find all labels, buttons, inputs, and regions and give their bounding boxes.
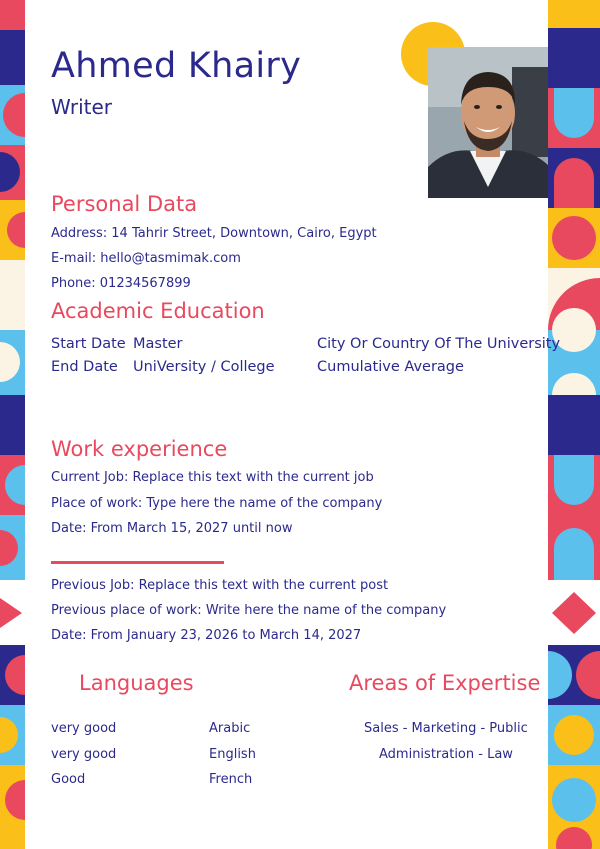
language-name: English [209, 747, 256, 762]
current-place: Place of work: Type here the name of the company [51, 496, 383, 511]
address-text: Address: 14 Tahrir Street, Downtown, Cairo, Egypt [51, 226, 377, 241]
university-location: City Or Country Of The University [317, 336, 561, 352]
previous-date: Date: From January 23, 2026 to March 14, 2027 [51, 628, 362, 643]
degree-value: Master [133, 336, 183, 352]
expertise-heading: Areas of Expertise [349, 671, 541, 695]
institution-value: UniVersity / College [133, 359, 275, 375]
candidate-role: Writer [51, 95, 113, 119]
education-heading: Academic Education [51, 299, 265, 323]
expertise-line: Sales - Marketing - Public [364, 721, 528, 736]
right-pattern [548, 0, 600, 849]
language-level: Good [51, 772, 86, 787]
cumulative-average: Cumulative Average [317, 359, 464, 375]
expertise-line: Administration - Law [379, 747, 513, 762]
person-illustration [428, 47, 548, 198]
right-decor-strip [548, 0, 600, 849]
profile-photo [428, 47, 548, 198]
start-date-label: Start Date [51, 336, 126, 352]
candidate-name: Ahmed Khairy [51, 46, 302, 86]
language-name: French [209, 772, 253, 787]
language-level: very good [51, 721, 117, 736]
previous-place: Previous place of work: Write here the name of the company [51, 603, 447, 618]
current-job: Current Job: Replace this text with the current job [51, 470, 374, 485]
language-level: very good [51, 747, 117, 762]
left-pattern [0, 0, 25, 849]
language-name: Arabic [209, 721, 251, 736]
end-date-label: End Date [51, 359, 118, 375]
section-divider [51, 561, 224, 564]
phone-text: Phone: 01234567899 [51, 276, 191, 291]
personal-data-heading: Personal Data [51, 192, 198, 216]
left-decor-strip [0, 0, 25, 849]
email-text: E-mail: hello@tasmimak.com [51, 251, 241, 266]
current-date: Date: From March 15, 2027 until now [51, 521, 293, 536]
work-heading: Work experience [51, 437, 228, 461]
previous-job: Previous Job: Replace this text with the current post [51, 578, 389, 593]
languages-heading: Languages [79, 671, 194, 695]
